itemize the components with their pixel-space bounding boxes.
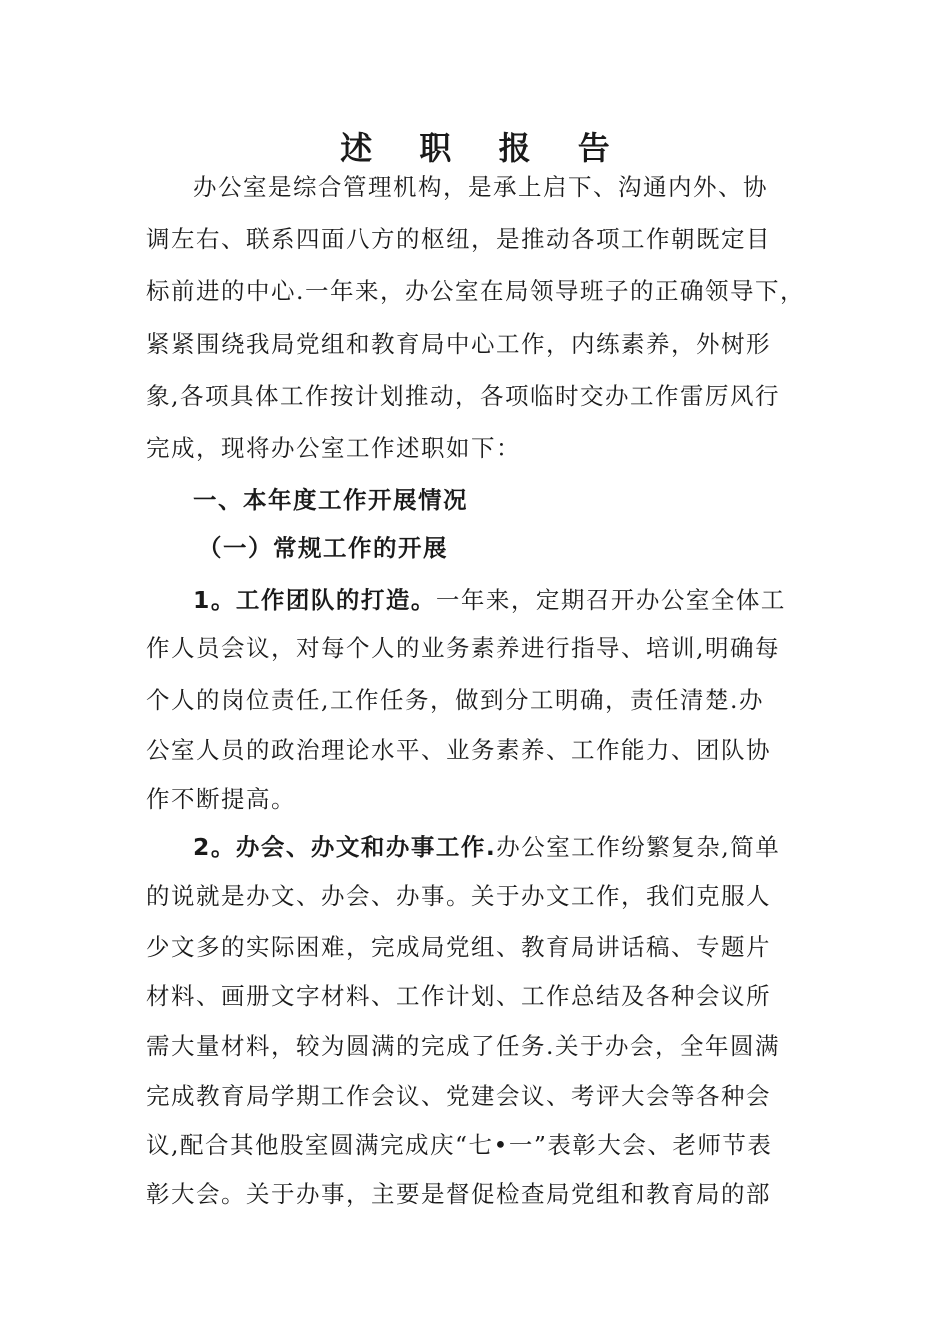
- item2-line-7: 议,配合其他股室圆满完成庆“七•一”表彰大会、老师节表: [146, 1131, 773, 1159]
- intro-line-4: 紧紧围绕我局党组和教育局中心工作，内练素养，外树形: [146, 330, 771, 358]
- intro-line-5: 象,各项具体工作按计划推动，各项临时交办工作雷厉风行: [146, 382, 780, 410]
- item2-line-5: 需大量材料，较为圆满的完成了任务.关于办会，全年圆满: [146, 1032, 780, 1060]
- item1-line-5: 作不断提高。: [146, 785, 296, 813]
- intro-line-2: 调左右、联系四面八方的枢纽，是推动各项工作朝既定目: [146, 225, 771, 253]
- item1-line-2: 作人员会议，对每个人的业务素养进行指导、培训,明确每: [146, 634, 780, 662]
- intro-line-1: 办公室是综合管理机构，是承上启下、沟通内外、协: [193, 173, 768, 201]
- section-heading: 一、本年度工作开展情况: [193, 486, 468, 514]
- item2-line-3: 少文多的实际困难，完成局党组、教育局讲话稿、专题片: [146, 933, 771, 961]
- intro-line-3: 标前进的中心.一年来，办公室在局领导班子的正确领导下，: [146, 277, 805, 305]
- item2-line-8: 彰大会。关于办事，主要是督促检查局党组和教育局的部: [146, 1180, 771, 1208]
- subsection-heading: （一）常规工作的开展: [198, 534, 448, 562]
- intro-line-6: 完成，现将办公室工作述职如下：: [146, 434, 521, 462]
- item1-line-4: 公室人员的政治理论水平、业务素养、工作能力、团队协: [146, 736, 771, 764]
- item2-text: 办公室工作纷繁复杂,简单: [496, 833, 781, 861]
- item2-line-4: 材料、画册文字材料、工作计划、工作总结及各种会议所: [146, 982, 771, 1010]
- item2-heading: 2。办会、办文和办事工作.: [193, 833, 497, 861]
- item1-line-3: 个人的岗位责任,工作任务，做到分工明确，责任清楚.办: [146, 686, 764, 714]
- item2-line-2: 的说就是办文、办会、办事。关于办文工作，我们克服人: [146, 882, 771, 910]
- item1-text: 一年来，定期召开办公室全体工: [435, 586, 786, 614]
- item1-first-line: [193, 580, 786, 620]
- item2-first-line: [193, 827, 780, 867]
- item2-line-6: 完成教育局学期工作会议、党建会议、考评大会等各种会: [146, 1082, 771, 1110]
- document-title: 述 职 报 告: [340, 129, 628, 167]
- item1-heading: 1。工作团队的打造。: [193, 586, 436, 614]
